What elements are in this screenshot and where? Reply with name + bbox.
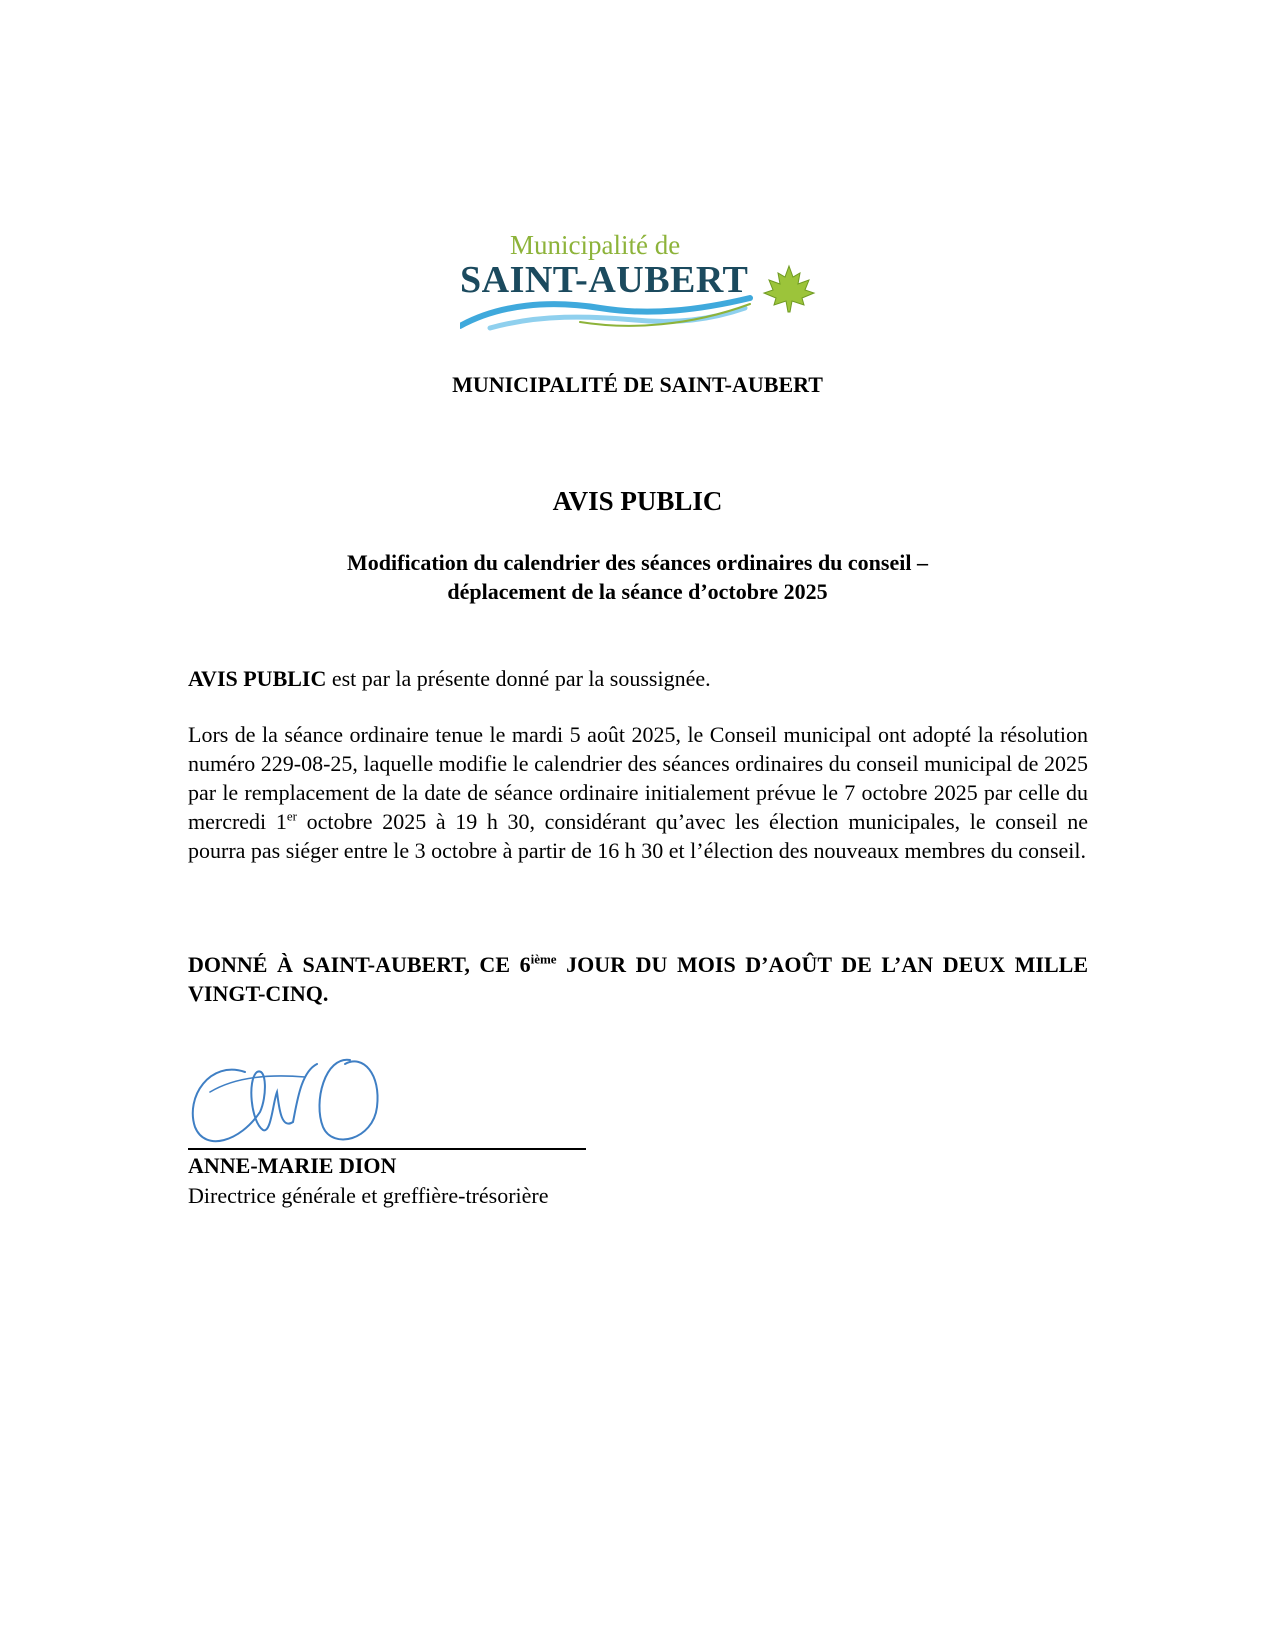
intro-paragraph (188, 664, 1088, 693)
signatory-name: ANNE-MARIE DION (188, 1153, 397, 1178)
subtitle-line1: Modification du calendrier des séances ordinaires du conseil – (347, 550, 928, 575)
given-text-1: DONNÉ À SAINT-AUBERT, CE 6 (188, 952, 531, 977)
intro-text: est par la présente donné par la soussignée. (326, 666, 711, 691)
subtitle-line2: déplacement de la séance d’octobre 2025 (447, 579, 828, 604)
signatory-title: Directrice générale et greffière-trésorière (188, 1183, 549, 1208)
signature-line (188, 1148, 586, 1150)
given-text-2: JOUR DU MOIS D’AOÛT DE L’AN DEUX MILLE VINGT-CINQ. (188, 952, 1089, 1006)
municipality-logo (460, 230, 840, 345)
given-at-paragraph (188, 950, 1088, 1008)
given-superscript: ième (530, 951, 557, 967)
page-title: AVIS PUBLIC (552, 486, 723, 516)
organization-heading: MUNICIPALITÉ DE SAINT-AUBERT (452, 372, 823, 397)
logo-line1: Municipalité de (510, 230, 681, 260)
handwritten-signature (185, 1052, 405, 1152)
body-text-2: octobre 2025 à 19 h 30, considérant qu’avec les élection municipales, le conseil ne pourra pas siéger entre le 3 octobre à partir de 16 h 30 et l’élection des nouveaux membres du conseil. (188, 809, 1089, 863)
maple-leaf-icon (762, 264, 816, 314)
intro-bold: AVIS PUBLIC (188, 666, 327, 691)
logo-line2: SAINT-AUBERT (460, 259, 749, 301)
body-superscript: er (286, 808, 297, 824)
subtitle (0, 548, 1275, 606)
body-text-1: Lors de la séance ordinaire tenue le mardi 5 août 2025, le Conseil municipal ont adopté la résolution numéro 229-08-25, laquelle modifie le calendrier des séances ordinaires du conseil municipal de 2025 par le remplacement de la date de séance ordinaire initialement prévue le 7 octobre 2025 par celle du mercredi 1 (188, 722, 1088, 834)
logo-waves-icon (460, 292, 760, 344)
body-paragraph (188, 720, 1088, 865)
